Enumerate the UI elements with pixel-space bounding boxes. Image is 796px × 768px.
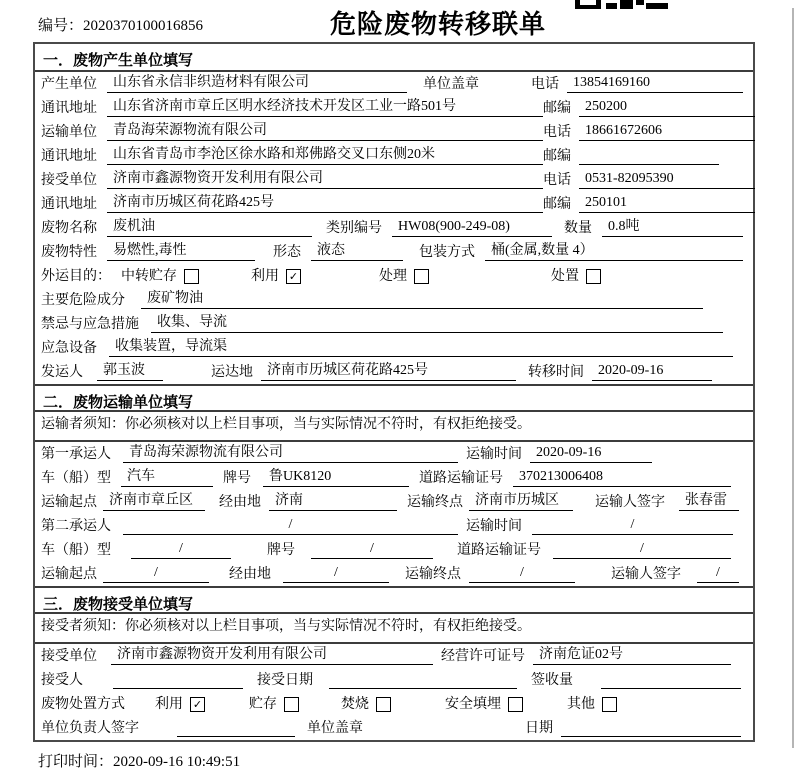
checkbox-checked-icon: ✓ [190,697,205,712]
plate1-value-field: 鲁UK8120 [263,468,409,487]
checkbox-icon [508,697,523,712]
origin1-value-field: 济南市章丘区 [103,492,205,511]
time2-label: 运输时间 [466,519,522,534]
receive-seal-label: 单位盖章 [307,721,363,736]
row-waste-character [35,240,753,264]
row-vehicle2 [35,538,753,562]
plate2-value-field: / [311,540,433,559]
phone3-value-field: 0531-82095390 [579,170,755,189]
disposal-option-burn [341,696,391,713]
license-label: 经营许可证号 [441,649,525,664]
row-hazard [35,288,753,312]
row-equipment [35,336,753,360]
end1-value-field: 济南市历城区 [469,492,573,511]
receive-unit-value-field: 济南市鑫源物资开发利用有限公司 [111,646,433,665]
checkbox-icon [284,697,299,712]
origin2-label: 运输起点 [41,567,97,582]
origin1-label: 运输起点 [41,495,97,510]
row-waste-name [35,216,753,240]
purpose-option-use [251,268,301,285]
transfer-time-value-field: 2020-09-16 [592,362,712,381]
row-purpose [35,264,753,288]
transporter-value-field: 青岛海荣源物流有限公司 [107,122,543,141]
sign1-label: 运输人签字 [595,495,665,510]
row-manager-sign [35,716,753,740]
purpose-option-label: 利用 [251,269,279,284]
phone1-label: 电话 [531,77,559,92]
origin2-value-field: / [103,564,209,583]
shipper-value-field: 郭玉波 [97,362,163,381]
packing-value-field: 桶(金属,数量 4） [485,242,743,261]
time2-value-field: / [532,516,733,535]
disposal-option-store [249,696,299,713]
producer-label: 产生单位 [41,77,97,92]
date-label: 日期 [525,721,553,736]
plate1-label: 牌号 [223,471,251,486]
receiver-label: 接受单位 [41,173,97,188]
row-carrier1 [35,442,753,466]
plate2-label: 牌号 [267,543,295,558]
producer-value-field: 山东省永信非织造材料有限公司 [107,74,407,93]
row-carrier2 [35,514,753,538]
zip2-label: 邮编 [543,149,571,164]
date-value-field [561,735,741,737]
sign2-label: 运输人签字 [611,567,681,582]
row-disposal [35,692,753,716]
qty-label: 数量 [564,221,592,236]
zip2-value-field [579,163,719,165]
row-transport-notice [35,412,753,442]
disposal-option-label: 安全填埋 [445,697,501,712]
received-qty-label: 签收量 [531,673,573,688]
character-label: 废物特性 [41,245,97,260]
taboo-value-field: 收集、导流 [151,314,723,333]
zip1-label: 邮编 [543,101,571,116]
waste-name-label: 废物名称 [41,221,97,236]
print-time [38,750,240,768]
section-transport [35,384,753,586]
purpose-option-dispose [551,268,601,285]
equip-label: 应急设备 [41,341,97,356]
character-value-field: 易燃性,毒性 [107,242,255,261]
row-receiver-address [35,192,753,216]
transporter-label: 运输单位 [41,125,97,140]
received-qty-value-field [601,687,741,689]
road-cert1-value-field: 370213006408 [513,468,731,487]
zip3-label: 邮编 [543,197,571,212]
disposal-option-landfill [445,696,523,713]
zip3-value-field: 250101 [579,194,755,213]
page-edge-line [792,8,794,748]
purpose-option-treat [379,268,429,285]
license-value-field: 济南危证02号 [533,646,731,665]
vehicle1-label: 车（船）型 [41,471,111,486]
via2-label: 经由地 [229,567,271,582]
checkbox-checked-icon: ✓ [286,269,301,284]
hazard-value-field: 废矿物油 [141,290,703,309]
time1-value-field: 2020-09-16 [530,444,652,463]
checkbox-icon [184,269,199,284]
addr2-label: 通讯地址 [41,149,97,164]
row-transporter-address [35,144,753,168]
carrier1-label: 第一承运人 [41,447,111,462]
road-cert1-label: 道路运输证号 [419,471,503,486]
accept-date-value-field [329,687,517,689]
road-cert2-value-field: / [553,540,731,559]
transport-notice-text: 运输者须知：你必须核对以上栏目事项，当与实际情况不符时，有权拒绝接受。 [41,417,531,432]
sign1-value-field: 张春雷 [679,492,739,511]
via1-label: 经由地 [219,495,261,510]
carrier2-label: 第二承运人 [41,519,111,534]
purpose-label: 外运目的： [41,269,111,284]
purpose-option-transfer [121,268,199,285]
row-route1 [35,490,753,514]
section-receive [35,586,753,740]
category-label: 类别编号 [326,221,382,236]
addr3-value-field: 济南市历城区荷花路425号 [107,194,543,213]
receive-unit-label: 接受单位 [41,649,97,664]
road-cert2-label: 道路运输证号 [457,543,541,558]
accept-date-label: 接受日期 [257,673,313,688]
doc-number [38,14,203,35]
dest-label: 运达地 [211,365,253,380]
row-producer [35,72,753,96]
row-receive-unit [35,644,753,668]
phone2-label: 电话 [543,125,571,140]
phone1-value-field: 13854169160 [567,74,743,93]
checkbox-icon [376,697,391,712]
qr-code-fragment [575,0,670,9]
disposal-option-label: 焚烧 [341,697,369,712]
purpose-option-label: 处置 [551,269,579,284]
row-transporter [35,120,753,144]
time1-label: 运输时间 [466,447,522,462]
via1-value-field: 济南 [269,492,397,511]
section2-title: 二．废物运输单位填写 [35,384,753,412]
zip1-value-field: 250200 [579,98,755,117]
end2-value-field: / [469,564,575,583]
carrier1-value-field: 青岛海荣源物流有限公司 [123,444,458,463]
section3-title: 三．废物接受单位填写 [35,586,753,614]
disposal-option-label: 其他 [567,697,595,712]
row-receive-notice [35,614,753,644]
phone3-label: 电话 [543,173,571,188]
form-label: 形态 [273,245,301,260]
checkbox-icon [602,697,617,712]
purpose-option-label: 处理 [379,269,407,284]
packing-label: 包装方式 [419,245,475,260]
addr3-label: 通讯地址 [41,197,97,212]
via2-value-field: / [283,564,389,583]
row-shipper [35,360,753,384]
row-acceptor [35,668,753,692]
vehicle2-value-field: / [131,540,231,559]
doc-number-label: 编号： [38,18,84,34]
row-taboo [35,312,753,336]
equip-value-field: 收集装置，导流渠 [109,338,733,357]
section-producer [35,44,753,384]
category-value-field: HW08(900-249-08) [392,218,552,237]
addr1-value-field: 山东省济南市章丘区明水经济技术开发区工业一路501号 [107,98,543,117]
receiver-value-field: 济南市鑫源物资开发利用有限公司 [107,170,543,189]
checkbox-icon [414,269,429,284]
acceptor-value-field [113,687,243,689]
row-route2 [35,562,753,586]
transfer-time-label: 转移时间 [528,365,584,380]
disposal-option-label: 利用 [155,697,183,712]
disposal-option-other [567,696,617,713]
acceptor-label: 接受人 [41,673,83,688]
end1-label: 运输终点 [407,495,463,510]
dest-value-field: 济南市历城区荷花路425号 [261,362,516,381]
manager-sign-label: 单位负责人签字 [41,721,139,736]
disposal-option-label: 贮存 [249,697,277,712]
form-value-field: 液态 [311,242,403,261]
checkbox-icon [586,269,601,284]
row-receiver [35,168,753,192]
purpose-option-label: 中转贮存 [121,269,177,284]
carrier2-value-field: / [123,516,458,535]
receive-notice-text: 接受者须知：你必须核对以上栏目事项，当与实际情况不符时，有权拒绝接受。 [41,619,531,634]
end2-label: 运输终点 [405,567,461,582]
print-time-value: 2020-09-16 10:49:51 [113,754,241,768]
hazard-label: 主要危险成分 [41,293,125,308]
row-vehicle1 [35,466,753,490]
row-producer-address [35,96,753,120]
addr1-label: 通讯地址 [41,101,97,116]
doc-number-value: 2020370100016856 [83,18,204,34]
phone2-value-field: 18661672606 [579,122,755,141]
page-title: 危险废物转移联单 [330,9,547,39]
manager-sign-value-field [177,735,295,737]
waste-name-value-field: 废机油 [107,218,312,237]
disposal-label: 废物处置方式 [41,697,125,712]
sign2-value-field: / [697,564,739,583]
section1-title: 一．废物产生单位填写 [35,44,753,72]
shipper-label: 发运人 [41,365,83,380]
qty-value-field: 0.8吨 [602,218,743,237]
vehicle1-value-field: 汽车 [121,468,213,487]
disposal-option-use [155,696,205,713]
print-time-label: 打印时间： [38,754,114,768]
taboo-label: 禁忌与应急措施 [41,317,139,332]
unit-seal-label: 单位盖章 [423,77,479,92]
addr2-value-field: 山东省青岛市李沧区徐水路和郑佛路交叉口东侧20米 [107,146,543,165]
vehicle2-label: 车（船）型 [41,543,111,558]
manifest-form [33,42,755,742]
